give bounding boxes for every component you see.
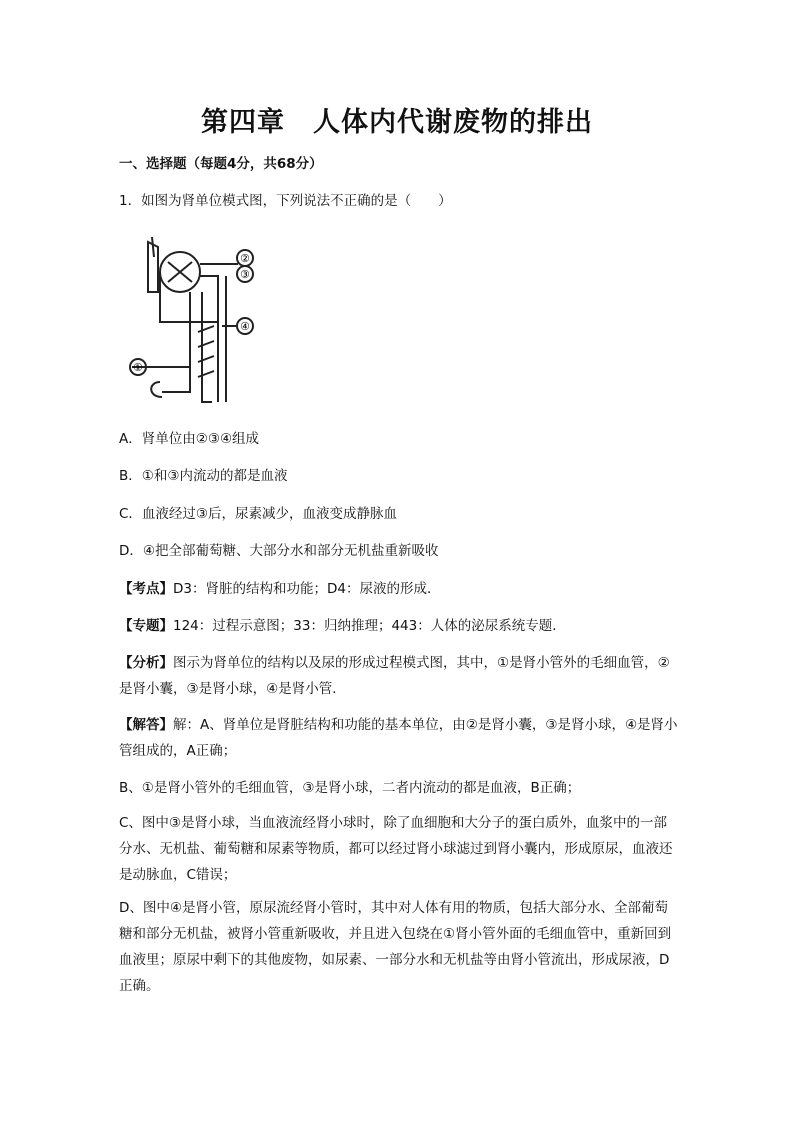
option-c: C．血液经过③后，尿素减少，血液变成静脉血 xyxy=(119,506,398,522)
zhuanti-tag: 【专题】 xyxy=(119,618,173,634)
jieda-tag: 【解答】 xyxy=(119,717,173,733)
jieda-text: 解：A、肾单位是肾脏结构和功能的基本单位，由②是肾小囊，③是肾小球，④是肾小管组成的，A正确； xyxy=(119,717,678,759)
zhuanti-text: 124：过程示意图；33：归纳推理；443：人体的泌尿系统专题． xyxy=(173,618,566,634)
nephron-diagram xyxy=(118,232,268,410)
figure-label-3: ③ xyxy=(240,268,250,281)
answer-c-paragraph: C、图中③是肾小球，当血液流经肾小球时，除了血细胞和大分子的蛋白质外，血浆中的一部分水、无机盐、葡萄糖和尿素等物质，都可以经过肾小球滤过到肾小囊内，形成原尿，血液还是动脉血，C错误； xyxy=(119,815,673,883)
figure-label-4: ④ xyxy=(240,320,250,333)
figure-label-2: ② xyxy=(240,252,250,265)
option-d: D．④把全部葡萄糖、大部分水和部分无机盐重新吸收 xyxy=(119,543,439,559)
option-b: B．①和③内流动的都是血液 xyxy=(119,468,288,484)
answer-b-paragraph: B、①是肾小管外的毛细血管，③是肾小球，二者内流动的都是血液，B正确； xyxy=(119,780,581,796)
zhuanti-line xyxy=(119,617,566,635)
fenxi-text: 图示为肾单位的结构以及尿的形成过程模式图，其中，①是肾小管外的毛细血管，②是肾小囊，③是肾小球，④是肾小管． xyxy=(119,655,670,697)
fenxi-paragraph xyxy=(119,650,679,702)
option-a: A．肾单位由②③④组成 xyxy=(119,431,260,447)
section-heading: 一、选择题（每题4分，共68分） xyxy=(119,156,323,172)
answer-d-paragraph: D、图中④是肾小管，原尿流经肾小管时，其中对人体有用的物质，包括大部分水、全部葡萄糖和部分无机盐，被肾小管重新吸收，并且进入包绕在①肾小管外面的毛细血管中，重新回到血液里；原尿中剩下的其他废物，如尿素、一部分水和无机盐等由肾小管流出，形成尿液，D正确。 xyxy=(119,900,672,994)
kaodian-text: D3：肾脏的结构和功能；D4：尿液的形成． xyxy=(173,581,441,597)
glomerulus-capillary-shape xyxy=(168,262,192,282)
figure-label-1: ① xyxy=(133,361,143,374)
fenxi-tag: 【分析】 xyxy=(119,655,173,671)
kaodian-line xyxy=(119,580,440,598)
kaodian-tag: 【考点】 xyxy=(119,581,173,597)
question-stem: 1．如图为肾单位模式图，下列说法不正确的是（ ） xyxy=(119,193,452,209)
jieda-paragraph xyxy=(119,712,679,764)
page-title: 第四章 人体内代谢废物的排出 xyxy=(201,107,593,138)
